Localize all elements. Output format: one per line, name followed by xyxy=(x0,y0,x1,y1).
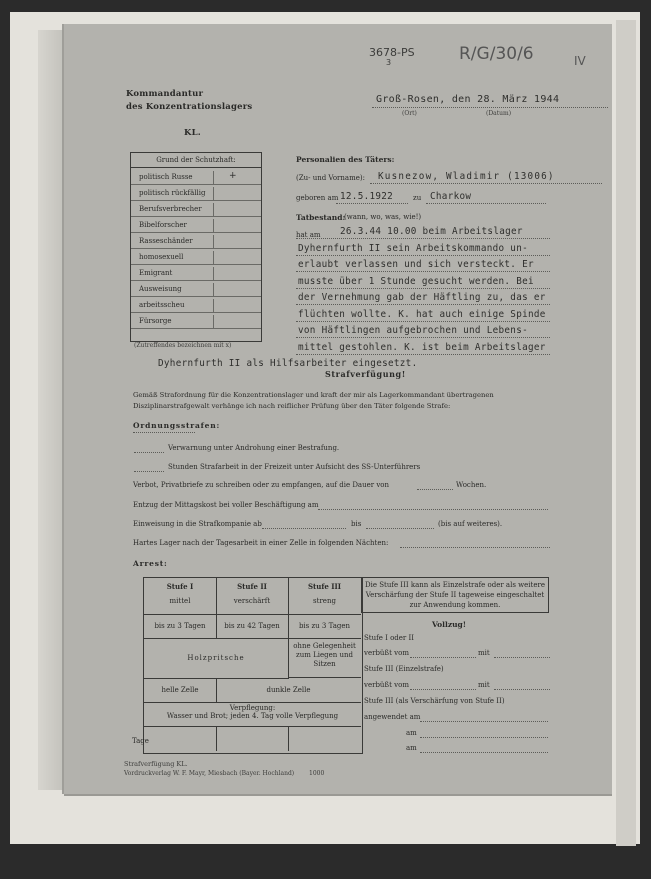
applied-on-line xyxy=(420,721,548,722)
order-title: Strafverfügung! xyxy=(325,369,406,379)
stage-3-note-text: Die Stufe III kann als Einzelstrafe oder als weitere Verschärfung der Stufe II tageweise eingeschaltet zur Anwendung kommen. xyxy=(365,581,545,609)
name-value: Kusnezow, Wladimir (13006) xyxy=(378,171,555,182)
level-1-duration: bis zu 3 Tagen xyxy=(144,614,217,639)
with-1-line xyxy=(494,657,550,658)
printer-line: Vordruckverlag W. F. Mayr, Miesbach (Bayer. Hochland) xyxy=(124,770,295,777)
custody-reason-row xyxy=(131,203,261,217)
served-from-1: verbüßt vom xyxy=(364,649,409,657)
custody-reason-row xyxy=(131,235,261,249)
dark-cell: dunkle Zelle xyxy=(216,678,361,703)
arrest-levels-table xyxy=(143,577,363,754)
place-date-line xyxy=(372,107,608,108)
facts-rule xyxy=(296,354,550,355)
served-from-2: verbüßt vom xyxy=(364,681,409,689)
level-1-title: Stufe I xyxy=(166,582,194,591)
facts-rule xyxy=(296,271,550,272)
reason-footnote: (Zutreffendes bezeichnen mit x) xyxy=(134,342,232,349)
with-1: mit xyxy=(478,649,490,657)
custody-reason-label: Rasseschänder xyxy=(139,237,193,245)
facts-line: musste über 1 Stunde gesucht werden. Bei xyxy=(298,275,534,287)
custody-reason-row xyxy=(131,187,261,201)
perpetrator-title: Personalien des Täters: xyxy=(296,155,395,164)
on-label-1: am xyxy=(406,729,417,737)
custody-reason-label: Fürsorge xyxy=(139,317,172,325)
stage-3-extra-label: Stufe III (als Verschärfung von Stufe II) xyxy=(364,697,505,705)
facts-title: Tatbestand: xyxy=(296,213,346,222)
born-value: 12.5.1922 xyxy=(340,191,394,202)
custody-reason-label: Emigrant xyxy=(139,269,173,277)
right-margin-strip xyxy=(616,20,636,846)
bright-cell: helle Zelle xyxy=(144,678,217,703)
archive-ref-sub: 3 xyxy=(386,58,392,67)
custody-reason-row xyxy=(131,171,261,185)
level-2-sub: verschärft xyxy=(233,597,271,605)
custody-reason-divider xyxy=(213,283,214,296)
custody-reason-divider xyxy=(213,219,214,232)
name-label: (Zu- und Vorname): xyxy=(296,174,365,182)
days-cell-3 xyxy=(288,726,361,751)
item-5-to xyxy=(366,528,434,529)
with-2-line xyxy=(494,689,550,690)
custody-reason-box xyxy=(130,152,262,342)
stage-1-2-label: Stufe I oder II xyxy=(364,634,415,642)
level-3-title: Stufe III xyxy=(307,582,342,591)
facts-line: mittel gestohlen. K. ist beim Arbeitslager xyxy=(298,341,546,353)
custody-reason-row xyxy=(131,315,261,329)
applied-on-label: angewendet am xyxy=(364,713,421,721)
custody-reason-divider xyxy=(213,267,214,280)
stage-3-single-label: Stufe III (Einzelstrafe) xyxy=(364,665,444,673)
execution-title: Vollzug! xyxy=(432,620,467,629)
days-cell-1 xyxy=(144,726,217,751)
level-2-duration: bis zu 42 Tagen xyxy=(216,614,289,639)
custody-reason-divider xyxy=(213,235,214,248)
ordnungsstrafen-underline xyxy=(133,432,195,433)
custody-reason-row xyxy=(131,219,261,233)
custody-reason-divider xyxy=(213,315,214,328)
item-3-label: Verbot, Privatbriefe zu schreiben oder zu empfangen, auf die Dauer von xyxy=(133,481,390,489)
days-label: Tage xyxy=(132,737,149,745)
born-label: geboren am xyxy=(296,194,339,202)
item-2-label: Stunden Strafarbeit in der Freizeit unter Aufsicht des SS-Unterführers xyxy=(168,463,421,471)
custody-reason-row xyxy=(131,283,261,297)
facts-rule xyxy=(296,238,550,239)
custody-reason-row xyxy=(131,267,261,281)
facts-rule xyxy=(296,255,550,256)
days-cell-2 xyxy=(216,726,289,751)
custody-reason-label: Bibelforscher xyxy=(139,221,187,229)
item-5-label: Einweisung in die Strafkompanie ab xyxy=(133,520,262,528)
custody-reason-divider xyxy=(213,187,214,200)
custody-reason-title: Grund der Schutzhaft: xyxy=(131,153,261,168)
preamble-2: Disziplinarstrafgewalt verhänge ich nach reiflicher Prüfung über den Täter folgende Strafe: xyxy=(133,402,451,410)
birthplace: Charkow xyxy=(430,191,472,202)
served-from-1-line xyxy=(410,657,476,658)
no-opportunity: ohne Gelegenheit zum Liegen und Sitzen xyxy=(288,638,361,678)
ordnungsstrafen-heading: Ordnungsstrafen: xyxy=(133,421,221,430)
until-label: bis xyxy=(351,520,362,528)
level-1-header xyxy=(144,578,217,615)
place-caption: (Ort) xyxy=(402,110,417,117)
facts-hint: (wann, wo, was, wie!) xyxy=(344,213,422,221)
facts-rule xyxy=(296,288,550,289)
sheet-left-edge xyxy=(38,30,66,790)
stage-3-note xyxy=(361,577,549,613)
custody-reason-divider xyxy=(213,203,214,216)
item-6-label: Hartes Lager nach der Tagesarbeit in einer Zelle in folgenden Nächten: xyxy=(133,539,389,547)
on-label-2: am xyxy=(406,744,417,752)
until-further-label: (bis auf weiteres). xyxy=(438,520,503,528)
custody-reason-label: politisch rückfällig xyxy=(139,189,206,197)
facts-line: Dyhernfurth II als Hilfsarbeiter eingesetzt. xyxy=(158,358,418,369)
level-1-sub: mittel xyxy=(169,597,191,605)
served-from-2-line xyxy=(410,689,476,690)
item-2-blank xyxy=(134,471,164,472)
facts-line: 26.3.44 10.00 beim Arbeitslager xyxy=(340,226,523,237)
form-name: Strafverfügung KL. xyxy=(124,760,188,768)
plank-bed: Holzpritsche xyxy=(144,638,289,679)
custody-reason-label: Berufsverbrecher xyxy=(139,205,202,213)
facts-line: der Vernehmung gab der Häftling zu, das er xyxy=(298,292,546,303)
custody-reason-divider xyxy=(213,251,214,264)
office-line-2: des Konzentrationslagers xyxy=(126,102,253,112)
camp-code: KL. xyxy=(184,128,201,138)
weeks-blank xyxy=(417,489,453,490)
custody-reason-row xyxy=(131,251,261,265)
facts-rule xyxy=(296,304,550,305)
facts-line: von Häftlingen aufgebrochen und Lebens- xyxy=(298,325,528,336)
at-label: hat am xyxy=(296,231,321,239)
catering-text: Wasser und Brot; jeden 4. Tag volle Verpflegung xyxy=(166,712,339,720)
level-3-sub: streng xyxy=(313,597,336,605)
item-1-label: Verwarnung unter Androhung einer Bestrafung. xyxy=(168,444,340,452)
item-4-dates xyxy=(318,509,548,510)
custody-reason-divider xyxy=(213,171,214,184)
on-line-2 xyxy=(420,752,548,753)
custody-reason-label: homosexuell xyxy=(139,253,184,261)
weeks-label: Wochen. xyxy=(456,481,487,489)
level-2-title: Stufe II xyxy=(237,582,267,591)
catering xyxy=(144,702,361,727)
form-code: 1000 xyxy=(309,770,325,777)
custody-reason-mark: + xyxy=(229,171,237,181)
page-mark: IV xyxy=(574,54,586,68)
file-ref: R/G/30/6 xyxy=(459,44,534,64)
level-3-header xyxy=(288,578,361,615)
custody-reason-label: politisch Russe xyxy=(139,173,193,181)
date-caption: (Datum) xyxy=(486,110,512,117)
office-line-1: Kommandantur xyxy=(126,89,204,99)
level-2-header xyxy=(216,578,289,615)
bottom-dark-strip xyxy=(0,846,651,879)
facts-rule xyxy=(296,337,550,338)
facts-line: Dyhernfurth II sein Arbeitskommando un- xyxy=(298,242,528,254)
name-line xyxy=(370,183,602,184)
facts-line: flüchten wollte. K. hat auch einige Spinde xyxy=(298,308,546,320)
arrest-heading: Arrest: xyxy=(133,559,168,568)
catering-title: Verpflegung: xyxy=(229,704,276,712)
with-2: mit xyxy=(478,681,490,689)
custody-reason-divider xyxy=(213,299,214,312)
born-in-label: zu xyxy=(413,194,422,202)
item-4-label: Entzug der Mittagskost bei voller Beschäftigung am xyxy=(133,501,319,509)
facts-line: erlaubt verlassen und sich versteckt. Er xyxy=(298,259,534,270)
item-5-from xyxy=(262,528,346,529)
archive-ref-top: 3678-PS xyxy=(369,46,415,59)
custody-reason-row xyxy=(131,299,261,313)
on-line-1 xyxy=(420,737,548,738)
preamble-1: Gemäß Strafordnung für die Konzentrationslager und kraft der mir als Lagerkommandant übertragenen xyxy=(133,391,494,399)
birthplace-line xyxy=(426,203,546,204)
facts-rule xyxy=(296,321,550,322)
born-line xyxy=(336,203,408,204)
level-3-duration: bis zu 3 Tagen xyxy=(288,614,361,639)
custody-reason-label: arbeitsscheu xyxy=(139,301,185,309)
custody-reason-label: Ausweisung xyxy=(139,285,182,293)
item-6-blank xyxy=(400,547,550,548)
item-1-blank xyxy=(134,452,164,453)
place-date: Groß-Rosen, den 28. März 1944 xyxy=(376,94,560,105)
